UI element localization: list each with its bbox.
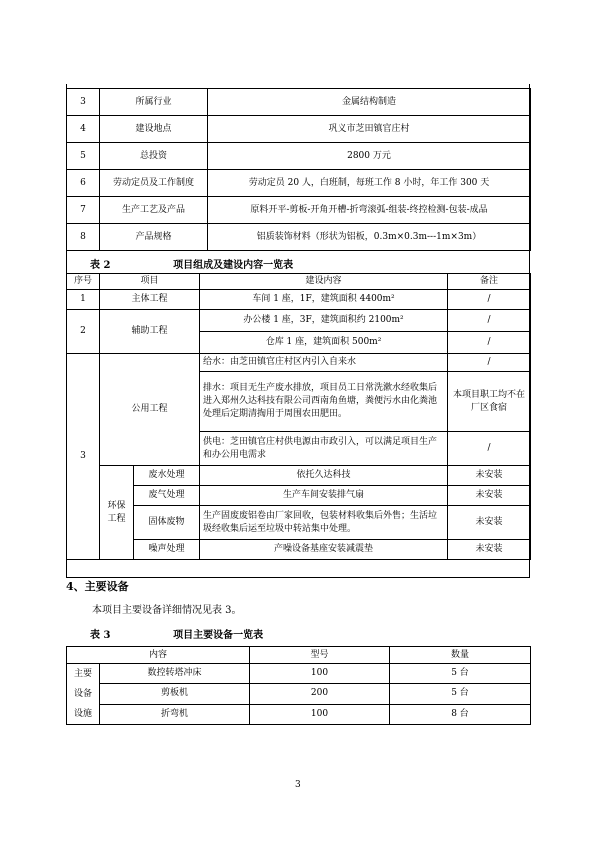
equipment-model: 100 (250, 704, 390, 724)
table-row (67, 486, 531, 506)
row-value: 原料开平-剪板-开角开槽-折弯滚弧-组装-终控检测-包装-成品 (208, 197, 531, 224)
header-content: 建设内容 (200, 274, 448, 290)
main-equipment-table (66, 646, 531, 725)
table-row (67, 704, 531, 724)
row-note: / (448, 332, 531, 354)
equipment-quantity: 5 台 (390, 664, 531, 684)
row-item: 辅助工程 (100, 310, 200, 354)
water-supply-content: 给水：由芝田镇官庄村区内引入自来水 (200, 354, 448, 372)
table-row (67, 197, 531, 224)
drainage-content: 排水：项目无生产废水排放，项目员工日常洗漱水经收集后进入郑州久达科技有限公司西南角鱼塘，粪便污水由化粪池处理后定期清掏用于周围农田肥田。 (200, 372, 448, 432)
equipment-model: 200 (250, 684, 390, 704)
table-row (67, 116, 531, 143)
table-row (67, 143, 531, 170)
header-item: 项目 (100, 274, 200, 290)
row-value: 2800 万元 (208, 143, 531, 170)
row-number: 7 (67, 197, 100, 224)
table-row (67, 684, 531, 704)
header-content: 内容 (67, 647, 250, 664)
equipment-name: 数控转塔冲床 (100, 664, 250, 684)
row-label: 产品规格 (100, 224, 208, 251)
env-item-name: 噪声处理 (134, 540, 200, 560)
row-item: 主体工程 (100, 290, 200, 310)
row-number: 3 (67, 354, 100, 560)
project-composition-table (66, 273, 531, 560)
row-note: 本项目职工均不在厂区食宿 (448, 372, 531, 432)
row-number: 1 (67, 290, 100, 310)
page-number: 3 (295, 780, 301, 790)
row-note: / (448, 310, 531, 332)
row-note: / (448, 432, 531, 466)
row-number: 3 (67, 89, 100, 116)
equipment-name: 剪板机 (100, 684, 250, 704)
row-label: 建设地点 (100, 116, 208, 143)
table-header-row (67, 274, 531, 290)
project-info-table (66, 88, 531, 251)
table-row (67, 310, 531, 332)
table-row (67, 540, 531, 560)
row-number: 2 (67, 310, 100, 354)
row-note: 未安装 (448, 466, 531, 486)
table-row (67, 89, 531, 116)
table-row (67, 354, 531, 372)
row-value: 巩义市芝田镇官庄村 (208, 116, 531, 143)
equipment-name: 折弯机 (100, 704, 250, 724)
header-model: 型号 (250, 647, 390, 664)
row-number: 6 (67, 170, 100, 197)
row-label: 劳动定员及工作制度 (100, 170, 208, 197)
equipment-quantity: 8 台 (390, 704, 531, 724)
env-engineering-label: 环保工程 (100, 466, 134, 560)
table-row (67, 170, 531, 197)
row-note: 未安装 (448, 540, 531, 560)
row-label: 总投资 (100, 143, 208, 170)
row-note: / (448, 290, 531, 310)
power-supply-content: 供电：芝田镇官庄村供电源由市政引入，可以满足项目生产和办公用电需求 (200, 432, 448, 466)
section-paragraph: 本项目主要设备详细情况见表 3。 (92, 605, 242, 616)
header-no: 序号 (67, 274, 100, 290)
row-content: 车间 1 座，1F，建筑面积 4400m² (200, 290, 448, 310)
row-note: / (448, 354, 531, 372)
table-row (67, 290, 531, 310)
table-row (67, 664, 531, 684)
table-row (67, 466, 531, 486)
header-quantity: 数量 (390, 647, 531, 664)
row-number: 5 (67, 143, 100, 170)
env-item-name: 固体废物 (134, 506, 200, 540)
row-number: 4 (67, 116, 100, 143)
table3-caption: 表 3 项目主要设备一览表 (90, 630, 264, 641)
equipment-model: 100 (250, 664, 390, 684)
row-value: 金属结构制造 (208, 89, 531, 116)
env-item-content: 产噪设备基座安装减震垫 (200, 540, 448, 560)
env-item-name: 废气处理 (134, 486, 200, 506)
equipment-quantity: 5 台 (390, 684, 531, 704)
row-number: 8 (67, 224, 100, 251)
table-row (67, 506, 531, 540)
row-note: 未安装 (448, 486, 531, 506)
table-row (67, 224, 531, 251)
row-content: 办公楼 1 座，3F，建筑面积约 2100m² (200, 310, 448, 332)
env-item-content: 生产车间安装排气扇 (200, 486, 448, 506)
env-item-content: 依托久达科技 (200, 466, 448, 486)
table2-caption: 表 2 项目组成及建设内容一览表 (90, 260, 294, 271)
env-item-name: 废水处理 (134, 466, 200, 486)
equipment-group-label: 主要设备设施 (67, 664, 100, 725)
section-heading: 4、主要设备 (66, 580, 129, 593)
row-value: 劳动定员 20 人，白班制，每班工作 8 小时，年工作 300 天 (208, 170, 531, 197)
row-label: 生产工艺及产品 (100, 197, 208, 224)
row-note: 未安装 (448, 506, 531, 540)
row-content: 仓库 1 座，建筑面积 500m² (200, 332, 448, 354)
table-header-row (67, 647, 531, 664)
row-label: 所属行业 (100, 89, 208, 116)
env-item-content: 生产固废废铝卷由厂家回收，包装材料收集后外售；生活垃圾经收集后运至垃圾中转站集中处理。 (200, 506, 448, 540)
row-item: 公用工程 (100, 354, 200, 466)
row-value: 铝质装饰材料（形状为铝板，0.3m×0.3m---1m×3m） (208, 224, 531, 251)
header-note: 备注 (448, 274, 531, 290)
